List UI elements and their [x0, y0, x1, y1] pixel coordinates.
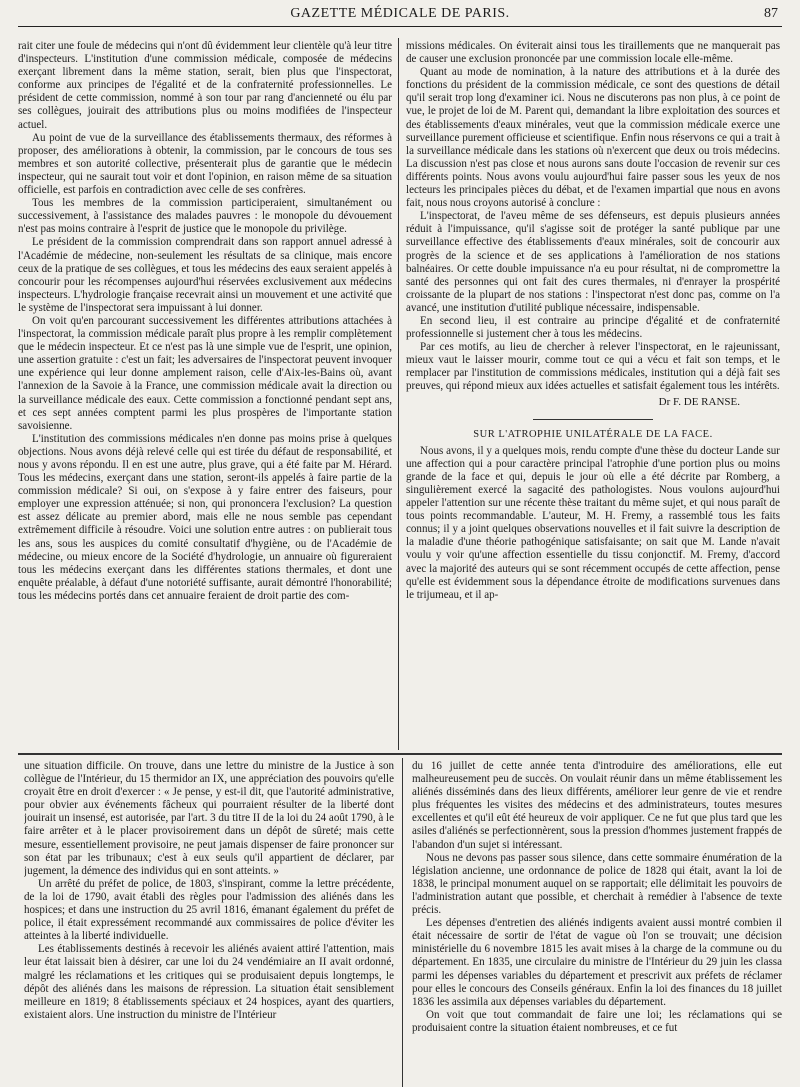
journal-title: GAZETTE MÉDICALE DE PARIS. — [290, 6, 510, 21]
paragraph: rait citer une foule de médecins qui n'ont dû évidemment leur clientèle qu'à leur titre d'inspecteurs. L'institution d'une commission médicale, composée de médecins exerçant librement dans la même station, serait, bien plus que l'inspectorat, conforme aux principes de l'égalité et de la confraternité professionnelles. Le président de cette commission, nommé à son tour par rang d'ancienneté ou élu par ses collègues, jouirait des attributions plus ou moins modifiées de l'inspecteur actuel. — [18, 40, 392, 131]
paragraph: Par ces motifs, au lieu de chercher à relever l'inspectorat, en le rajeunissant, mieux vaut le laisser mourir, comme tout ce qui a vécu et fait son temps, et le remplacer par l'institution de commissions médicales, institution qui a déjà fait ses preuves, qui répond mieux aux idées actuelles et satisfait également tous les intérêts. — [406, 341, 780, 393]
paragraph: Quant au mode de nomination, à la nature des attributions et à la durée des fonctions du président de la commission médicale, ce sont des questions de détail qu'il serait trop long d'examiner ici. Nous ne discuterons pas non plus, à ce point de vue, le projet de loi de M. Parent qui, demandant la libre exploitation des sources et des établissements d'eaux minérales, veut que la commission médicale exerce une surveillance purement officieuse et scientifique. Enfin nous réservons ce qui a trait à la surveillance médicale dans les stations où n'exercent que deux ou trois médecins. La discussion n'est pas close et nous aurons sans doute l'occasion de revenir sur ces différents points. Nous avons voulu aujourd'hui faire passer sous les yeux de nos lecteurs les principales pièces du débat, et de l'examen impartial que nous en avons fait, nous nous croyons autorisé à conclure : — [406, 66, 780, 210]
bottom-right-column — [412, 760, 782, 1086]
section-separator — [533, 419, 653, 420]
paragraph: En second lieu, il est contraire au principe d'égalité et de confraternité professionnelle si justement cher à tous les médecins. — [406, 314, 780, 341]
paragraph: On voit que tout commandait de faire une loi; les réclamations qui se produisaient contre la situation étaient nombreuses, et ce fut — [412, 1008, 782, 1034]
paragraph: missions médicales. On éviterait ainsi tous les tiraillements que ne manquerait pas de causer une exclusion prononcée par une commission locale elle-même. — [406, 40, 780, 66]
bottom-left-column — [24, 760, 394, 1086]
paragraph: Un arrêté du préfet de police, de 1803, s'inspirant, comme la lettre précédente, de la loi de 1790, avait établi des règles pour l'admission des aliénés dans les hospices; et dans une instruction du 25 avril 1816, émanant également du préfet de police, il était expressément recommandé aux commissaires de police d'éviter les atteintes à la liberté individuelle. — [24, 877, 394, 943]
page-number: 87 — [764, 6, 778, 21]
section-title: SUR L'ATROPHIE UNILATÉRALE DE LA FACE. — [473, 428, 713, 440]
paragraph: L'inspectorat, de l'aveu même de ses défenseurs, est depuis plusieurs années réduit à l'impuissance, qu'il s'agisse soit de protéger la santé publique par une surveillance effective des établissements d'eaux minérales, soit de concourir aux progrès de la science et de ses applications à l'amélioration de nos stations balnéaires. Or cette double impuissance n'a eu pour résultat, ni de compromettre la santé des personnes qui ont fait des cures thermales, ni d'enrayer la prospérité croissante de la plupart de nos stations : l'inspectorat n'est donc pas, comme on l'a avancé, une institution d'utilité publique nécessaire, indispensable. — [406, 210, 780, 314]
paragraph: Le président de la commission comprendrait dans son rapport annuel adressé à l'Académie de médecine, non-seulement les résultats de sa clinique, mais encore ceux de la pratique de ses collègues, et tous les médecins des eaux seraient appelés à concourir pour les récompenses aujourd'hui réservées exclusivement aux médecins inspecteurs. L'hydrologie française recevrait ainsi un mouvement et une activité que le système de l'inspectorat sera impuissant à lui donner. — [18, 236, 392, 314]
paragraph: Nous ne devons pas passer sous silence, dans cette sommaire énumération de la législation ancienne, une ordonnance de police de 1828 qui était, avant la loi de 1838, le principal monument auquel on se rapportait; elle délimitait les pouvoirs de l'administration autant que possible, et cherchait à remédier à l'absence de texte précis. — [412, 851, 782, 917]
paragraph: une situation difficile. On trouve, dans une lettre du ministre de la Justice à son collègue de l'Intérieur, du 15 thermidor an IX, une appréciation des pouvoirs qu'elle croyait être en droit d'exercer : « Je pense, y est-il dit, que l'autorité administrative, pour obvier aux événements fâcheux qui pourraient résulter de la liberté dont jouirait un insensé, est autorisée, par l'art. 3 du titre II de la loi du 24 août 1790, à le faire arrêter et à le placer provisoirement dans un dépôt de sûreté; mais cette mesure, essentiellement provisoire, ne peut jamais dispenser de faire prononcer sur son état par les tribunaux; c'est à eux seuls qu'il appartient de déclarer, par jugement, la démence des individus qui en sont atteints. » — [24, 760, 394, 877]
signature: Dr F. DE RANSE. — [658, 395, 740, 408]
paragraph: Les dépenses d'entretien des aliénés indigents avaient aussi montré combien il était nécessaire de sortir de l'état de vague où l'on se trouvait; une décision ministérielle du 6 novembre 1815 les avait mises à la charge de la commune ou du département. En 1835, une circulaire du ministre de l'Intérieur du 29 juin les classa parmi les dépenses variables du département et prescrivit aux préfets de réclamer pour elles le concours des Conseils généraux. Enfin la loi des finances du 18 juillet 1836 les assimila aux dépenses variables du département. — [412, 917, 782, 1008]
paragraph: L'institution des commissions médicales n'en donne pas moins prise à quelques objections. Nous avons déjà relevé celle qui est tirée du défaut de responsabilité, et nous y avons répondu. Il en est une autre, plus grave, qui a été faite par M. Hérard. Tous les médecins, exerçant dans une station, seront-ils appelés à faire partie de la commission médicale? Si oui, on s'expose à y faire entrer des faiseurs, pour employer une expression atténuée; si non, qui prononcera l'exclusion? La question est assez délicate au premier abord, mais elle ne nous semble pas cependant extrêmement difficile à résoudre. Voici une solution entre autres : on publierait tous les ans, sous les auspices du comité consultatif d'hygiène, ou de l'Académie de médecine, ou mieux encore de la Société d'hydrologie, un annuaire où figureraient tous les médecins exerçant dans les différentes stations thermales, et dont une enquête préalable, à défaut d'une notoriété suffisante, aurait démontré l'honorabilité; tous les médecins portés dans cet annuaire feraient de droit partie des com- — [18, 432, 392, 602]
feuilleton-divider — [18, 753, 782, 755]
left-column — [18, 40, 392, 748]
right-column — [406, 40, 780, 748]
bottom-column-divider — [402, 758, 403, 1087]
paragraph: Les établissements destinés à recevoir les aliénés avaient attiré l'attention, mais leur état laissait bien à désirer, car une loi du 24 vendémiaire an II avait ordonné, malgré les réclamations et les critiques qui se produisaient depuis longtemps, le dépôt des aliénés dans les maisons de répression. La situation était sensiblement meilleure en 1819; 8 établissements spéciaux et 24 hospices, ayant des quartiers, existaient alors. Une instruction du ministre de l'Intérieur — [24, 943, 394, 1021]
paragraph: On voit qu'en parcourant successivement les différentes attributions attachées à l'inspectorat, la commission médicale paraît plus propre à les remplir complètement que le médecin inspecteur. Et ce n'est pas là une simple vue de l'esprit, une opinion, une assertion gratuite : c'est un fait; les adversaires de l'inspectorat peuvent invoquer une expérience qui leur donne amplement raison, celle d'Aix-les-Bains où, avant l'annexion de la Savoie à la France, une commission médicale avait la direction ou la surveillance médicale des eaux. Cette commission a fonctionné pendant sept ans, et ces sept années comptent parmi les plus prospères de l'importante station savoisienne. — [18, 314, 392, 432]
paragraph: Au point de vue de la surveillance des établissements thermaux, des réformes à proposer, des améliorations à obtenir, la commission, par le concours de tous ses membres et son autorité collective, présenterait plus de garantie que le médecin inspecteur, qui ne saurait tout voir et dont l'opinion, en raison même de sa situation officielle, est parfois en contradiction avec celle de ses confrères. — [18, 131, 392, 197]
column-divider — [398, 38, 399, 750]
paragraph: du 16 juillet de cette année tenta d'introduire des améliorations, elle eut malheureusement peu de succès. On voulait réunir dans un même établissement les aliénés disséminés dans des lieux différents, améliorer leur genre de vie et rendre plus fréquentes les visites des médecins et des administrateurs, toutes mesures excellentes et qu'il eût été heureux de voir appliquer. Ce ne fut que plus tard que les asiles d'aliénés se perfectionnèrent, sous la pression d'hommes justement frappés de l'abandon d'un sujet si intéressant. — [412, 760, 782, 851]
paragraph: Tous les membres de la commission participeraient, simultanément ou successivement, à l'assistance des malades pauvres : le monopole du dévouement n'est pas moins contraire à l'esprit de justice que le monopole du privilège. — [18, 197, 392, 236]
page-header — [18, 4, 782, 27]
paragraph: Nous avons, il y a quelques mois, rendu compte d'une thèse du docteur Lande sur une affection qui a pour caractère principal l'atrophie d'une portion plus ou moins grande de la face et qui, depuis le jour où elle a été décrite par Romberg, a singulièrement exercé la sagacité des pathologistes. Nous voulons aujourd'hui appeler l'attention sur une récente thèse traitant du même sujet, et qui nous paraît de tous points recommandable. L'auteur, M. H. Fremy, a rassemblé tous les faits connus; il y a joint quelques observations nouvelles et il fait suivre la description de la maladie d'une théorie pathogénique satisfaisante; on sait que M. Lande n'avait voulu y voir qu'une affection essentielle du tissu conjonctif. M. Fremy, d'accord avec la majorité des auteurs qui se sont récemment occupés de cette affection, pense qu'elle est évidemment sous la dépendance étroite de modifications survenues dans le trijumeau, et il ap- — [406, 444, 780, 601]
